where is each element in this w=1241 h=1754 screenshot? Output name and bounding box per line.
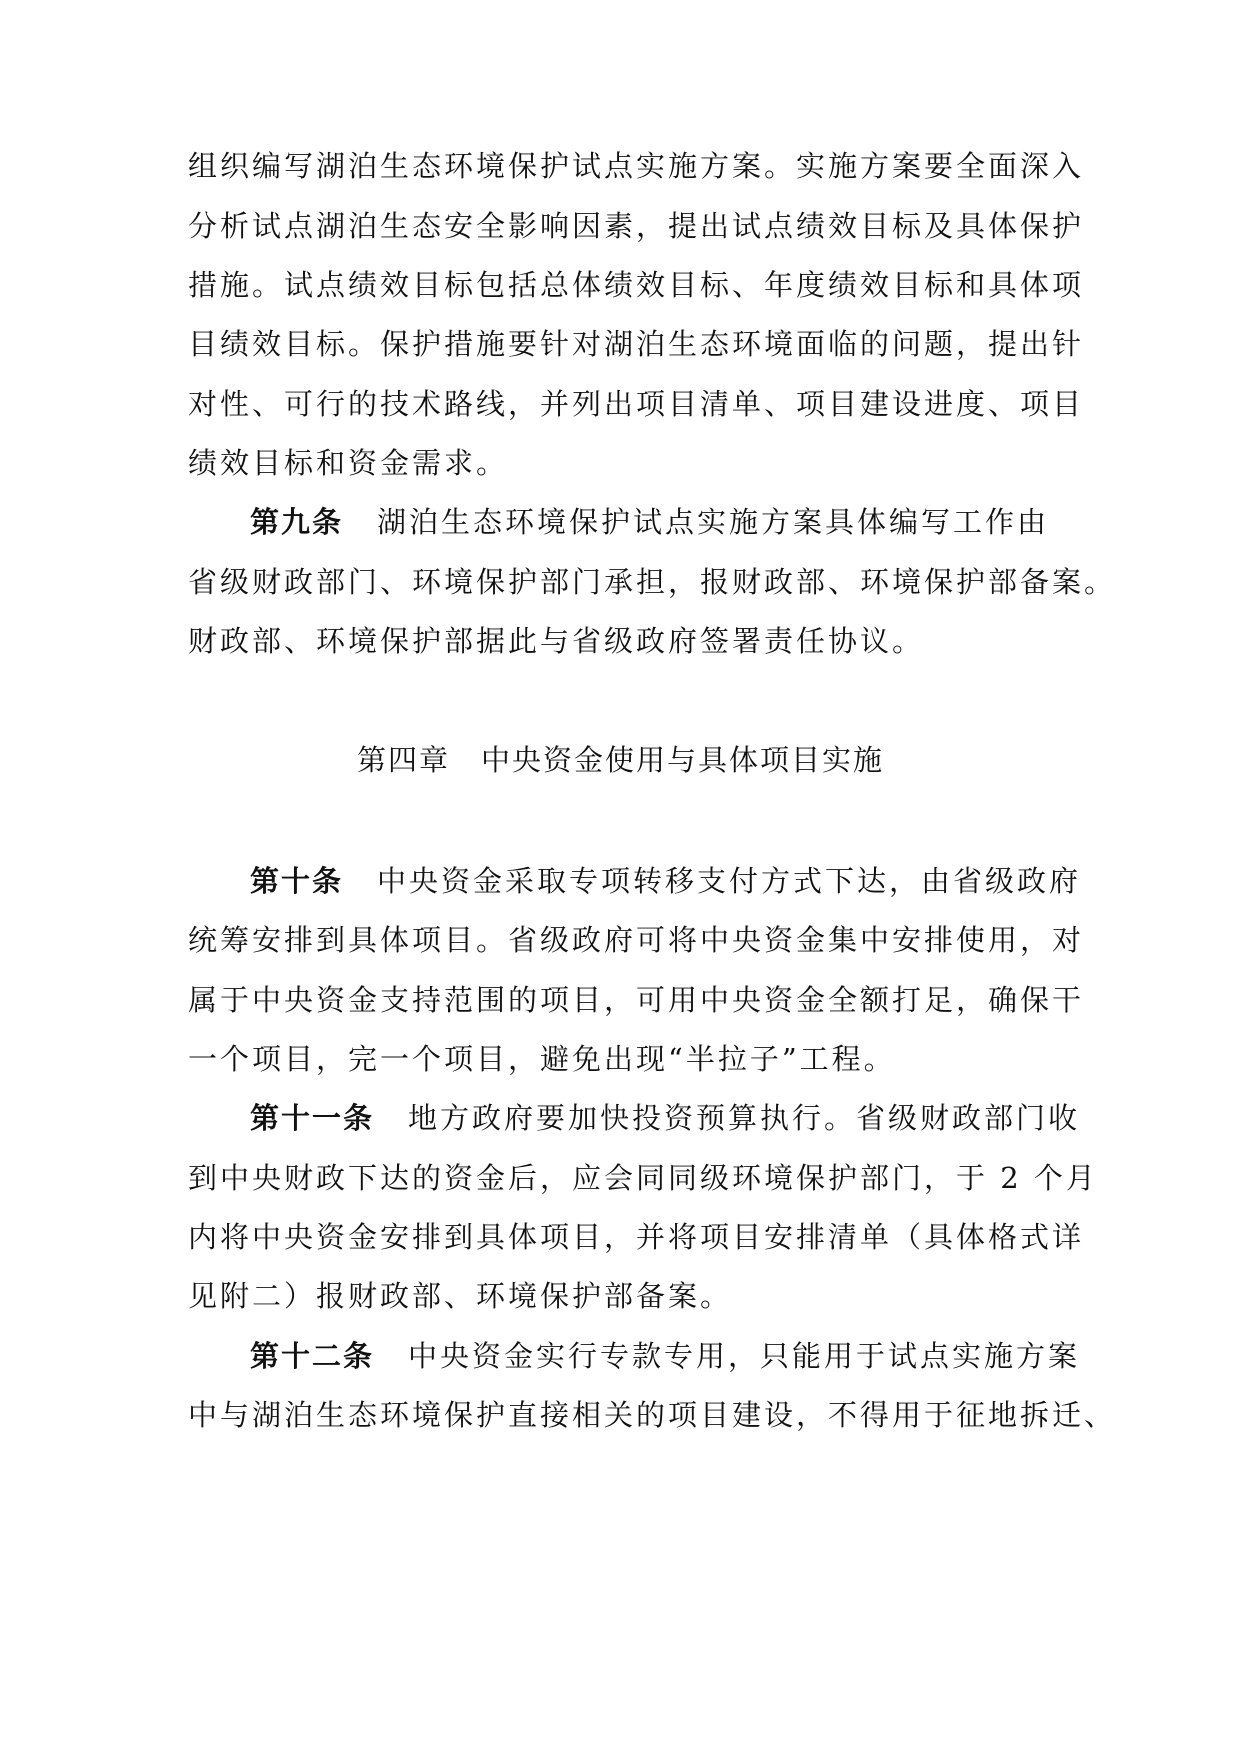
article-10-line: 属于中央资金支持范围的项目，可用中央资金全额打足，确保干 (188, 983, 1085, 1017)
article-11-line: 到中央财政下达的资金后，应会同同级环境保护部门，于 2 个月 (188, 1161, 1098, 1195)
paragraph-line: 措施。试点绩效目标包括总体绩效目标、年度绩效目标和具体项 (188, 268, 1085, 302)
article-12-text: 中央资金实行专款专用，只能用于试点实施方案 (408, 1339, 1081, 1373)
article-10-line: 一个项目，完一个项目，避免出现“半拉子”工程。 (188, 1042, 896, 1076)
article-10-text: 中央资金采取专项转移支付方式下达，由省级政府 (377, 864, 1082, 898)
paragraph-line: 绩效目标和资金需求。 (188, 446, 509, 480)
paragraph-line: 分析试点湖泊生态安全影响因素，提出试点绩效目标及具体保护 (188, 209, 1085, 243)
paragraph-line: 目绩效目标。保护措施要针对湖泊生态环境面临的问题，提出针 (188, 327, 1085, 361)
article-11-line: 内将中央资金安排到具体项目，并将项目安排清单（具体格式详 (188, 1220, 1085, 1254)
chapter-heading: 第四章 中央资金使用与具体项目实施 (356, 743, 884, 777)
article-9-line: 省级财政部门、环境保护部门承担，报财政部、环境保护部备案。 (188, 565, 1117, 599)
article-9-line: 财政部、环境保护部据此与省级政府签署责任协议。 (188, 624, 925, 658)
article-11-text: 地方政府要加快投资预算执行。省级财政部门收 (408, 1101, 1081, 1135)
article-12-first-line (250, 1336, 1080, 1376)
article-9-first-line (250, 502, 1049, 542)
article-11-label: 第十一条 (250, 1101, 375, 1135)
article-10-line: 统筹安排到具体项目。省级政府可将中央资金集中安排使用，对 (188, 923, 1085, 957)
article-10-first-line (250, 861, 1081, 901)
article-9-text: 湖泊生态环境保护试点实施方案具体编写工作由 (377, 505, 1050, 539)
article-11-first-line (250, 1098, 1080, 1138)
article-12-label: 第十二条 (250, 1339, 375, 1373)
article-12-line: 中与湖泊生态环境保护直接相关的项目建设，不得用于征地拆迁、 (188, 1398, 1117, 1432)
paragraph-line: 组织编写湖泊生态环境保护试点实施方案。实施方案要全面深入 (188, 149, 1085, 183)
article-10-label: 第十条 (250, 864, 344, 898)
paragraph-line: 对性、可行的技术路线，并列出项目清单、项目建设进度、项目 (188, 387, 1085, 421)
article-9-label: 第九条 (250, 505, 344, 539)
article-11-line: 见附二）报财政部、环境保护部备案。 (188, 1279, 733, 1313)
